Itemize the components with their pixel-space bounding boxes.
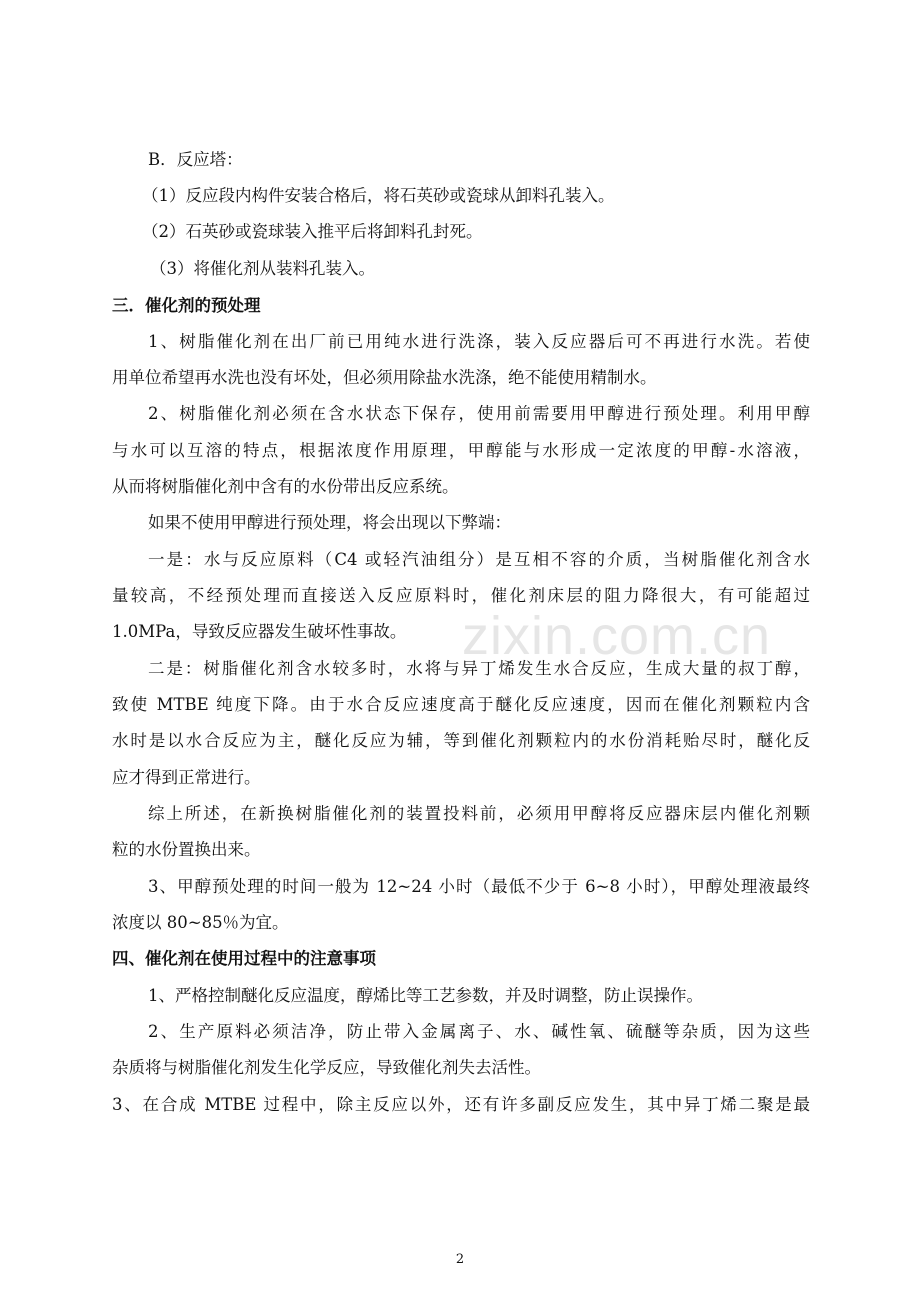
text-line: 应才得到正常进行。: [112, 768, 261, 787]
text-line: 一是：水与反应原料（C4 或轻汽油组分）是互相不容的介质，当树脂催化剂含水: [148, 550, 810, 569]
text-line: 综上所述，在新换树脂催化剂的装置投料前，必须用甲醇将反应器床层内催化剂颗: [148, 804, 810, 823]
text-line: 杂质将与树脂催化剂发生化学反应，导致催化剂失去活性。: [112, 1058, 541, 1077]
text-line: 量较高，不经预处理而直接送入反应原料时，催化剂床层的阻力降很大，有可能超过: [112, 586, 810, 605]
section-heading: 三．催化剂的预处理: [112, 296, 261, 315]
watermark: zixin.com.cn: [462, 606, 772, 666]
text-line: 1、严格控制醚化反应温度，醇烯比等工艺参数，并及时调整，防止误操作。: [148, 986, 703, 1005]
text-line: 与水可以互溶的特点，根据浓度作用原理，甲醇能与水形成一定浓度的甲醇-水溶液，: [112, 441, 810, 460]
text-line: 浓度以 80~85％为宜。: [112, 913, 289, 932]
text-line: 3、在合成 MTBE 过程中，除主反应以外，还有许多副反应发生，其中异丁烯二聚是最: [112, 1095, 810, 1114]
text-line: 二是：树脂催化剂含水较多时，水将与异丁烯发生水合反应，生成大量的叔丁醇，: [148, 659, 810, 678]
text-line: 如果不使用甲醇进行预处理，将会出现以下弊端：: [148, 513, 511, 532]
text-line: 1.0MPa，导致反应器发生破坏性事故。: [112, 622, 407, 641]
text-line: （3）将催化剂从装料孔装入。: [150, 259, 375, 278]
text-line: 粒的水份置换出来。: [112, 840, 261, 859]
text-line: 致使 MTBE 纯度下降。由于水合反应速度高于醚化反应速度，因而在催化剂颗粒内含: [112, 695, 810, 714]
text-line: （1）反应段内构件安装合格后，将石英砂或瓷球从卸料孔装入。: [142, 186, 615, 205]
text-line: 2、树脂催化剂必须在含水状态下保存，使用前需要用甲醇进行预处理。利用甲醇: [148, 404, 810, 423]
text-line: （2）石英砂或瓷球装入推平后将卸料孔封死。: [142, 222, 483, 241]
text-line: 3、甲醇预处理的时间一般为 12~24 小时（最低不少于 6~8 小时），甲醇处理液最终: [148, 877, 810, 896]
text-line: 用单位希望再水洗也没有坏处，但必须用除盐水洗涤，绝不能使用精制水。: [112, 368, 657, 387]
page-number: 2: [455, 1252, 465, 1267]
text-line: 从而将树脂催化剂中含有的水份带出反应系统。: [112, 477, 459, 496]
text-line: 水时是以水合反应为主，醚化反应为辅，等到催化剂颗粒内的水份消耗贻尽时，醚化反: [112, 731, 810, 750]
text-line: B．反应塔：: [148, 150, 243, 169]
section-heading: 四、催化剂在使用过程中的注意事项: [112, 949, 376, 968]
text-line: 2、生产原料必须洁净，防止带入金属离子、水、碱性氧、硫醚等杂质，因为这些: [148, 1022, 810, 1041]
text-line: 1、树脂催化剂在出厂前已用纯水进行洗涤，装入反应器后可不再进行水洗。若使: [148, 332, 810, 351]
